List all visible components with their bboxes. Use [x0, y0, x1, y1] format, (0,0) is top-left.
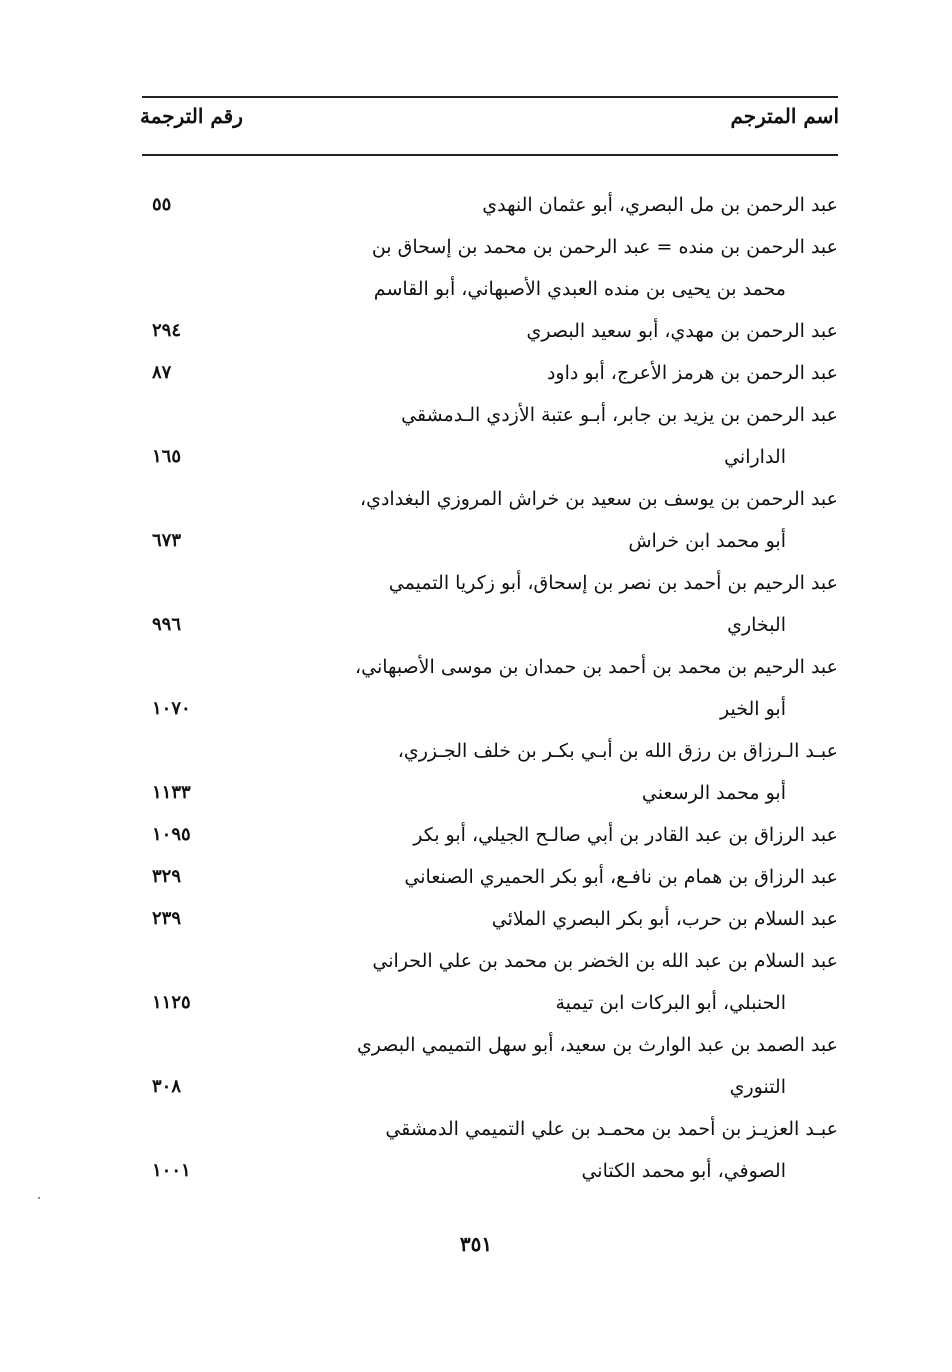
index-entry: [142, 940, 848, 1024]
entry-name: عبد الرحمن بن يزيد بن جابر، أبـو عتبة الأزدي الـدمشقي: [401, 404, 838, 426]
header-rule: [142, 154, 838, 156]
entry-number: ٨٧: [152, 362, 172, 383]
entry-number: ٢٩٤: [152, 320, 182, 341]
entry-name: عبد الرحيم بن أحمد بن نصر بن إسحاق، أبو زكريا التميمي: [388, 572, 838, 594]
index-entry: [142, 394, 848, 478]
entry-name: عبـد الـرزاق بن رزق الله بن أبـي بكـر بن خلف الجـزري،: [397, 740, 838, 762]
entry-name: عبـد العزيـز بن أحمد بن محمـد بن علي التميمي الدمشقي: [385, 1118, 838, 1140]
index-entry: [142, 1024, 848, 1108]
entry-number: ١٦٥: [152, 446, 182, 467]
number-column-header: رقم الترجمة: [140, 104, 243, 128]
entry-name: عبد الرحمن بن يوسف بن سعيد بن خراش المروزي البغدادي،: [359, 488, 838, 510]
entry-number: ١٠٩٥: [152, 824, 191, 845]
entry-name: عبد الرحمن بن هرمز الأعرج، أبو داود: [546, 362, 838, 384]
entry-number: ٥٥: [152, 194, 172, 215]
entry-number: ٦٧٣: [152, 530, 182, 551]
entry-name-continuation: أبو محمد ابن خراش: [628, 530, 786, 552]
entry-name: عبد الرحمن بن منده = عبد الرحمن بن محمد بن إسحاق بن: [371, 236, 838, 258]
index-entry: [142, 184, 848, 226]
entry-number: ٣٠٨: [152, 1076, 182, 1097]
page-number: ٣٥١: [459, 1232, 493, 1256]
index-entry: [142, 898, 848, 940]
entry-number: [152, 268, 222, 310]
entry-name-continuation: التنوري: [729, 1076, 786, 1098]
entry-name: عبد الصمد بن عبد الوارث بن سعيد، أبو سهل التميمي البصري: [356, 1034, 838, 1056]
index-entry: [142, 310, 848, 352]
index-entry: [142, 856, 848, 898]
index-entry: [142, 1108, 848, 1192]
entry-number: ٢٣٩: [152, 908, 182, 929]
entry-name: عبد الرحمن بن مهدي، أبو سعيد البصري: [526, 320, 838, 342]
entry-number: ٣٢٩: [152, 866, 182, 887]
index-entry: [142, 730, 848, 814]
entry-number: ١٠٠١: [152, 1160, 191, 1181]
index-entry: [142, 562, 848, 646]
entry-name-continuation: الداراني: [724, 446, 786, 468]
entry-name: عبد الرحمن بن مل البصري، أبو عثمان النهدي: [482, 194, 838, 216]
entry-name-continuation: الصوفي، أبو محمد الكتاني: [581, 1160, 786, 1182]
index-entry: [142, 226, 848, 310]
entry-number: ٩٩٦: [152, 614, 182, 635]
index-entries: [142, 184, 848, 1192]
entry-name-continuation: الحنبلي، أبو البركات ابن تيمية: [555, 992, 786, 1014]
top-rule: [142, 96, 838, 98]
entry-name: عبد السلام بن حرب، أبو بكر البصري الملائي: [491, 908, 838, 930]
scan-mark: [38, 1197, 40, 1199]
entry-name: عبد الرزاق بن همام بن نافـع، أبو بكر الحميري الصنعاني: [404, 866, 838, 888]
entry-name-continuation: محمد بن يحيى بن منده العبدي الأصبهاني، أبو القاسم: [373, 278, 786, 300]
entry-number: ١١٣٣: [152, 782, 191, 803]
index-entry: [142, 646, 848, 730]
index-entry: [142, 352, 848, 394]
index-entry: [142, 478, 848, 562]
entry-number: ١٠٧٠: [152, 698, 191, 719]
entry-name-continuation: البخاري: [727, 614, 786, 636]
entry-name: عبد الرحيم بن محمد بن أحمد بن حمدان بن موسى الأصبهاني،: [355, 656, 838, 678]
entry-name: عبد الرزاق بن عبد القادر بن أبي صالـح الجيلي، أبو بكر: [413, 824, 838, 846]
entry-name-continuation: أبو الخير: [720, 698, 786, 720]
entry-name-continuation: أبو محمد الرسعني: [641, 782, 786, 804]
entry-name: عبد السلام بن عبد الله بن الخضر بن محمد بن علي الحراني: [372, 950, 838, 972]
name-column-header: اسم المترجم: [730, 104, 839, 128]
entry-number: ١١٢٥: [152, 992, 191, 1013]
index-entry: [142, 814, 848, 856]
